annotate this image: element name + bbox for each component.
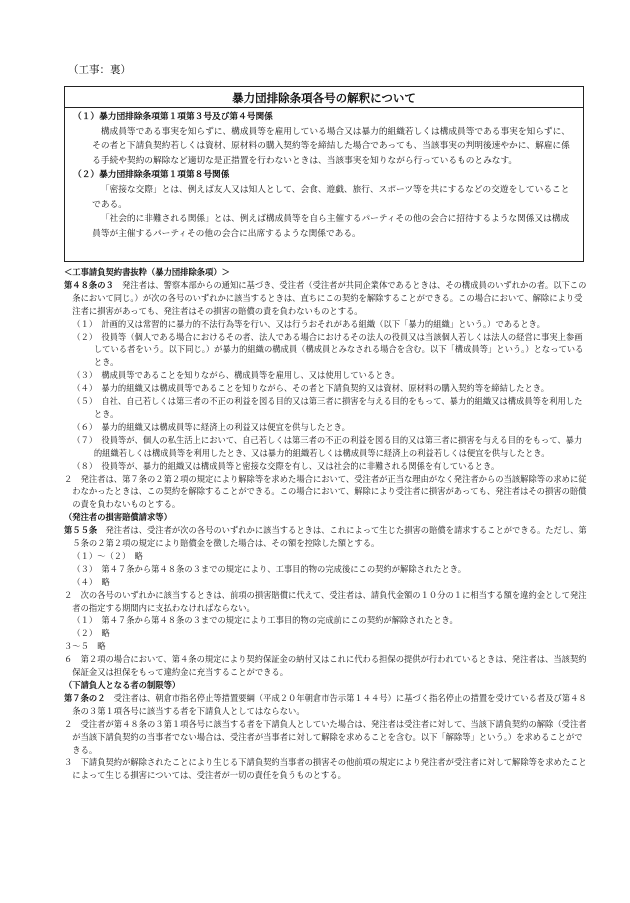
article-48-3-item-8: （８） 役員等が、暴力的組織又は構成員等と密接な交際を有し、又は社会的に非難される関係を有しているとき。	[72, 460, 500, 471]
article-55-item-1-2: （１）～（２） 略	[72, 550, 143, 561]
article-48-3-item-7: （７） 役員等が、個人の私生活上において、自己若しくは第三者の不正の利益を図る目的又は第三者に損害を与える目的をもって、暴力的組織若しくは構成員等を利用したとき、又は暴力的組織若しくは構成員等に経済上の利益若しくは便宜を供与したとき。	[72, 434, 583, 458]
box-section-1-heading: （１）暴力団排除条項第１項第３号及び第４号関係	[73, 112, 273, 122]
article-55	[64, 524, 588, 550]
box-section-2-text-2: 「社会的に非難される関係」とは、例えば構成員等を自ら主催するパーティその他の会合に招待するような関係又は構成員等が主催するパーティその他の会合に出席するような関係である。	[92, 214, 570, 239]
article-55-item-3: （３） 第４７条から第４８条の３までの規定により、工事目的物の完成後にこの契約が解除されたとき。	[72, 563, 467, 574]
article-55-item-4: （４） 略	[72, 576, 110, 587]
box-section-2-heading: （２）暴力団排除条項第１項第８号関係	[73, 170, 230, 181]
article-48-3-item-1: （１） 計画的又は常習的に暴力的不法行為等を行い、又は行うおそれがある組織（以下「暴力的組織」という。）であるとき。	[72, 318, 545, 329]
article-55-paragraph-2: ２ 次の各号のいずれかに該当するときは、前項の損害賠償に代えて、受注者は、請負代金額の１０分の１に相当する額を違約金として発注者の指定する期間内に支払わなければならない。	[64, 589, 587, 613]
article-55-paragraph-2-item-2: （２） 略	[72, 628, 110, 639]
excerpt-title: ＜工事請負契約書抜粋（暴力団排除条項）＞	[64, 267, 230, 277]
box-title: 暴力団排除条項各号の解釈について	[232, 91, 416, 105]
article-55-number: 第５５条	[64, 525, 98, 536]
box-section-1-text: 構成員等である事実を知らずに、構成員等を雇用している場合又は暴力的組織若しくは構成員等である事実を知らずに、その者と下請負契約若しくは資材、原材料の購入契約等を締結した場合であっても、当該事実の判明後速やかに、解雇に係る手続や契約の解除など適切な是正措置を行わないときは、当該事実を知りながら行っているものとみなす。	[92, 126, 570, 166]
article-55-paragraph-3-5: ３～５ 略	[64, 641, 106, 652]
article-7-2-paragraph-2: ２ 受注者が第４８条の３第１項各号に該当する者を下請負人としていた場合は、発注者は受注者に対して、当該下請負契約の解除（受注者が当該下請負契約の当事者でない場合は、受注者が当事者に対して解除を求めることを含む。以下「解除等」という。）を求めることができる。	[64, 718, 587, 755]
article-48-3-item-3: （３） 構成員等であることを知りながら、構成員等を雇用し、又は使用しているとき。	[72, 370, 400, 381]
article-7-2-text: 受注者は、朝倉市指名停止等措置要綱（平成２０年朝倉市告示第１４４号）に基づく指名停止の措置を受けている者及び第４８条の３第１項各号に該当する者を下請負人としてはならない。	[72, 692, 587, 716]
article-48-3	[64, 279, 588, 318]
interpretation-box	[64, 86, 584, 262]
page-side-label: （工事：裏）	[68, 64, 131, 76]
article-7-2-heading: （下請負人となる者の制限等）	[64, 680, 181, 690]
article-48-3-paragraph-2: ２ 発注者は、第７条の２第２項の規定により解除等を求めた場合において、受注者が正当な理由がなく発注者からの当該解除等の求めに従わなかったときは、この契約を解除することができる。この場合において、解除により受注者に損害があっても、発注者はその損害の賠償の責を負わないものとする。	[64, 473, 587, 510]
contract-excerpt	[64, 266, 588, 782]
box-title-divider	[65, 107, 583, 108]
article-48-3-item-4: （４） 暴力的組織又は構成員等であることを知りながら、その者と下請負契約又は資材、原材料の購入契約等を締結したとき。	[72, 383, 550, 394]
article-55-text: 発注者は、受注者が次の各号のいずれかに該当するときは、これによって生じた損害の賠償を請求することができる。ただし、第５条の２第２項の規定により賠償金を徴した場合は、その額を控除した額とする。	[72, 525, 587, 549]
article-7-2-number: 第７条の２	[64, 692, 106, 703]
box-section-2-text-1: 「密接な交際」とは、例えば友人又は知人として、会食、遊戯、旅行、スポーツ等を共にするなどの交遊をしていることである。	[92, 184, 570, 210]
article-7-2	[64, 692, 588, 718]
article-48-3-text: 発注者は、警察本部からの通知に基づき、受注者（受注者が共同企業体であるときは、その構成員のいずれかの者。以下この条において同じ。）が次の各号のいずれかに該当するときは、直ちにこの契約を解除することができる。この場合において、解除により受注者に損害があっても、発注者はその損害の賠償の責を負わないものとする。	[72, 279, 587, 316]
article-48-3-item-5: （５） 自社、自己若しくは第三者の不正の利益を図る目的又は第三者に損害を与える目的をもって、暴力的組織又は構成員等を利用したとき。	[72, 396, 583, 419]
article-48-3-item-6: （６） 暴力的組織又は構成員等に経済上の利益又は便宜を供与したとき。	[72, 421, 350, 432]
article-55-paragraph-6: ６ 第２項の場合において、第４条の規定により契約保証金の納付又はこれに代わる担保の提供が行われているときは、発注者は、当該契約保証金又は担保をもって違約金に充当することができる。	[64, 654, 587, 678]
article-55-heading: （発注者の損害賠償請求等）	[64, 512, 172, 523]
article-48-3-item-2: （２） 役員等（個人である場合におけるその者、法人である場合におけるその法人の役員又は当該個人若しくは法人の経営に事実上参画している者をいう。以下同じ。）が暴力的組織の構成員（構成員とみなされる場合を含む。以下「構成員等」という。）となっているとき。	[72, 331, 584, 368]
article-48-3-number: 第４８条の３	[64, 279, 114, 290]
box-body	[73, 110, 575, 241]
article-7-2-paragraph-3: ３ 下請負契約が解除されたことにより生じる下請負契約当事者の損害その他前項の規定により発注者が受注者に対して解除等を求めたことによって生じる損害については、受注者が一切の責任を負うものとする。	[64, 757, 587, 781]
article-55-paragraph-2-item-1: （１） 第４７条から第４８条の３までの規定により工事目的物の完成前にこの契約が解除されたとき。	[72, 615, 458, 626]
